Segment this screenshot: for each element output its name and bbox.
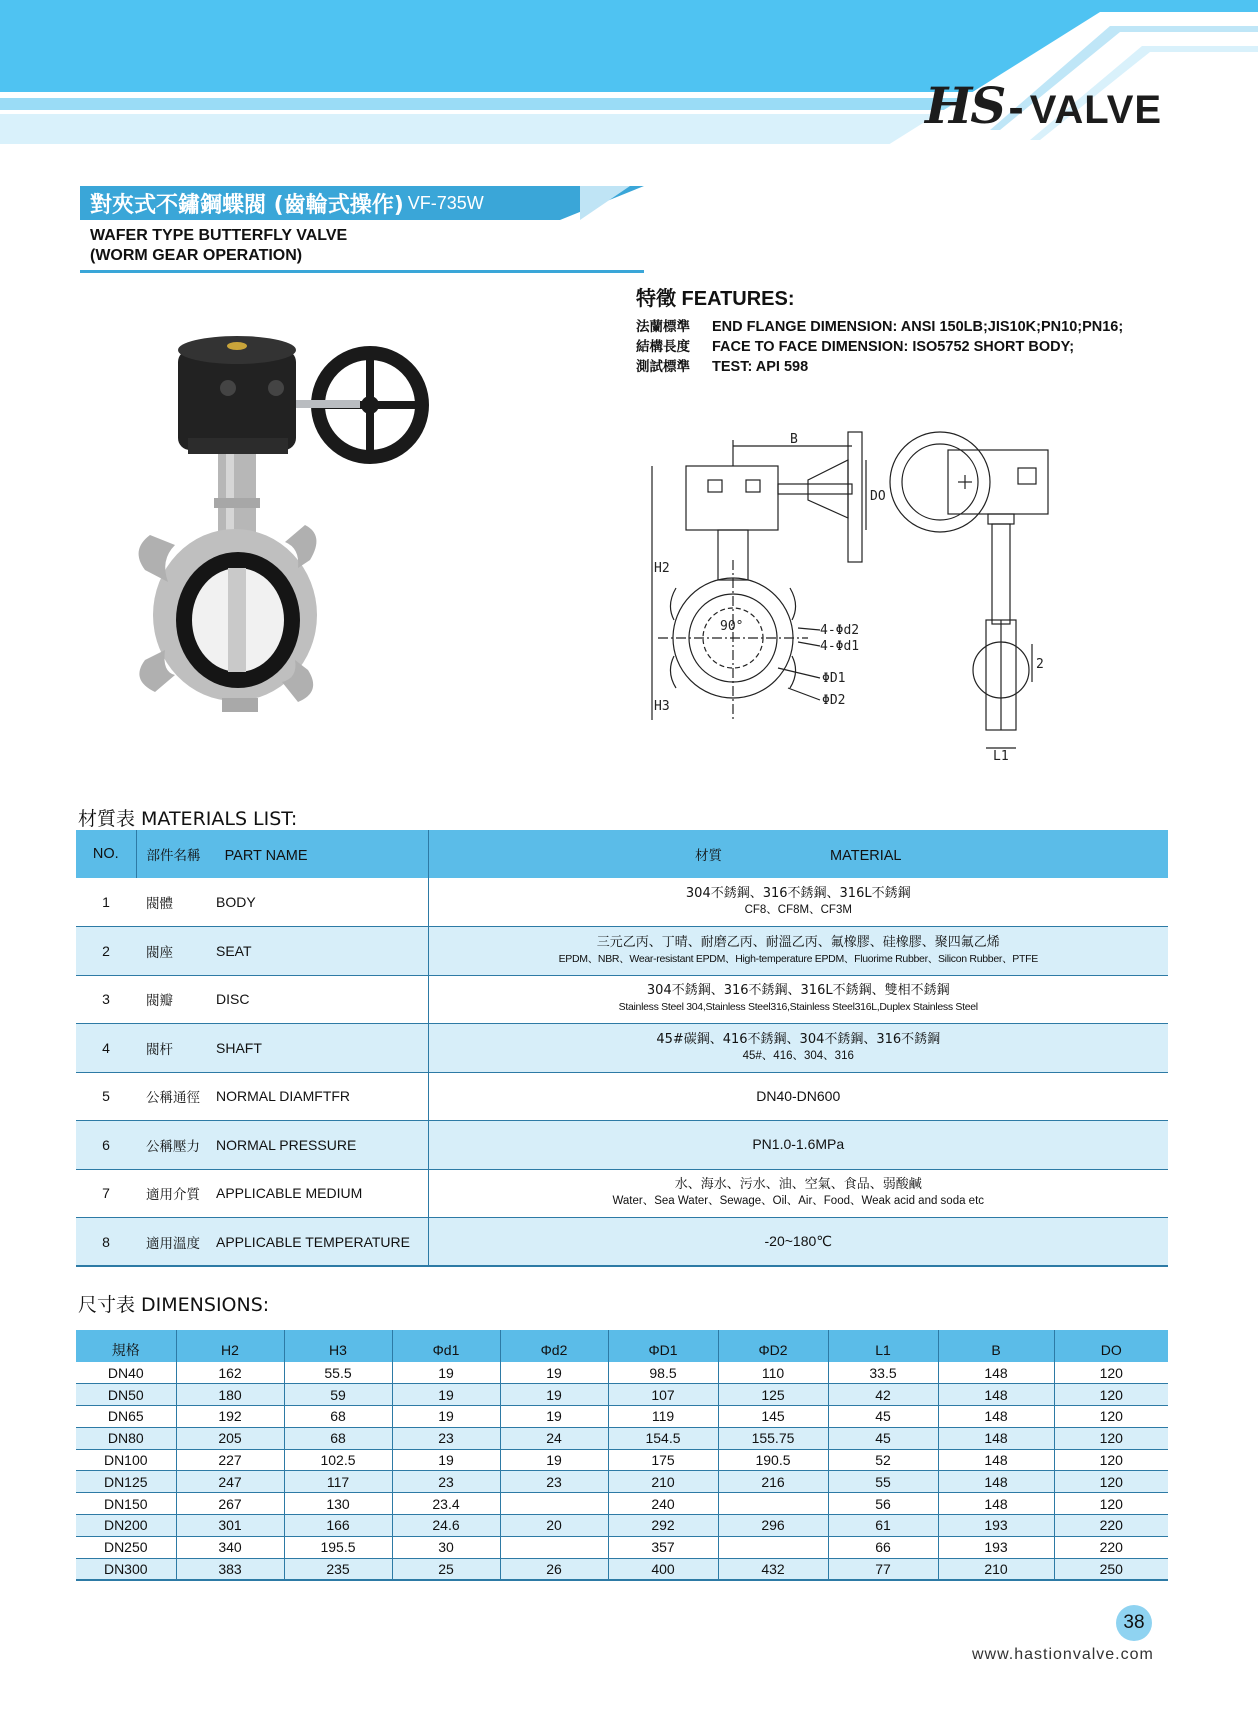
dim-value-cell: 210 [608, 1471, 718, 1493]
dim-value-cell [718, 1493, 828, 1515]
row-no: 1 [76, 878, 136, 927]
materials-row [76, 975, 1168, 1024]
dim-value-cell: 120 [1054, 1471, 1168, 1493]
features-heading: 特徵 FEATURES: [636, 288, 795, 310]
product-title-en-line1: WAFER TYPE BUTTERFLY VALVE [90, 227, 348, 244]
dim-header: H3 [284, 1330, 392, 1362]
dim-value-cell: 148 [938, 1471, 1054, 1493]
row-no: 5 [76, 1072, 136, 1121]
feature-item [636, 357, 1246, 377]
materials-row [76, 1121, 1168, 1170]
dim-value-cell: 301 [176, 1515, 284, 1537]
dim-value-cell [718, 1536, 828, 1558]
product-title-bar [80, 186, 560, 220]
part-name-cn: 公稱通徑 [136, 1072, 212, 1121]
dim-value-cell: 383 [176, 1558, 284, 1580]
part-name-cn: 適用介質 [136, 1169, 212, 1218]
material-cn: 304不銹鋼、316不銹鋼、316L不銹鋼 [685, 886, 911, 901]
material-en: 45#、416、304、316 [742, 1049, 854, 1062]
dim-value-cell: 52 [828, 1449, 938, 1471]
dimensions-row [76, 1362, 1168, 1384]
part-name-cn: 公稱壓力 [136, 1121, 212, 1170]
dim-value-cell: 180 [176, 1384, 284, 1406]
dim-value-cell: 23 [392, 1427, 500, 1449]
col-header-part [136, 830, 428, 878]
dim-value-cell: 148 [938, 1384, 1054, 1406]
dim-header: B [938, 1330, 1054, 1362]
dim-value-cell: 20 [500, 1515, 608, 1537]
drawing-label-angle: 90° [720, 619, 744, 634]
drawing-label-phi-d1: ΦD1 [822, 671, 846, 686]
dim-value-cell: 19 [500, 1362, 608, 1384]
brand-hs: HS [925, 76, 1005, 135]
dim-size-cell: DN65 [76, 1406, 176, 1428]
dim-value-cell: 98.5 [608, 1362, 718, 1384]
part-name-en: NORMAL PRESSURE [212, 1121, 428, 1170]
dim-value-cell: 340 [176, 1536, 284, 1558]
drawing-label-h2: H2 [654, 561, 670, 576]
dim-value-cell: 357 [608, 1536, 718, 1558]
dim-value-cell: 193 [938, 1536, 1054, 1558]
dimensions-row [76, 1493, 1168, 1515]
dim-value-cell: 145 [718, 1406, 828, 1428]
col-header-part-cn: 部件名稱 [146, 848, 201, 864]
material-en: Water、Sea Water、Sewage、Oil、Air、Food、Weak acid and soda etc [612, 1195, 985, 1208]
dim-value-cell: 220 [1054, 1515, 1168, 1537]
dim-header: L1 [828, 1330, 938, 1362]
row-no: 8 [76, 1218, 136, 1267]
part-name-cn: 閥座 [136, 927, 212, 976]
dim-value-cell: 117 [284, 1471, 392, 1493]
dimensions-row [76, 1471, 1168, 1493]
material-cn: 水、海水、污水、油、空氣、食品、弱酸鹹 [674, 1177, 922, 1193]
dim-value-cell: 120 [1054, 1362, 1168, 1384]
dim-header: Φd1 [392, 1330, 500, 1362]
dim-value-cell: 296 [718, 1515, 828, 1537]
dim-value-cell: 19 [500, 1384, 608, 1406]
dim-size-cell: DN200 [76, 1515, 176, 1537]
dim-value-cell: 19 [500, 1406, 608, 1428]
feature-item [636, 317, 1246, 337]
dim-value-cell: 205 [176, 1427, 284, 1449]
dim-value-cell [500, 1536, 608, 1558]
dim-value-cell: 107 [608, 1384, 718, 1406]
drawing-label-h3: H3 [654, 699, 670, 714]
technical-drawing [648, 420, 1068, 765]
page-number: 38 [1116, 1605, 1152, 1641]
dim-value-cell: 227 [176, 1449, 284, 1471]
dim-value-cell: 26 [500, 1558, 608, 1580]
dimensions-header-row [76, 1330, 1168, 1362]
feature-label-cn: 結構長度 [636, 339, 690, 355]
drawing-label-l1: L1 [993, 749, 1009, 764]
material-en: Stainless Steel 304,Stainless Steel316,Stainless Steel316L,Duplex Stainless Steel [618, 1001, 978, 1014]
dim-size-cell: DN300 [76, 1558, 176, 1580]
col-header-material [428, 830, 1168, 878]
dim-value-cell: 55.5 [284, 1362, 392, 1384]
dim-value-cell: 432 [718, 1558, 828, 1580]
dim-value-cell: 61 [828, 1515, 938, 1537]
dim-value-cell: 110 [718, 1362, 828, 1384]
dim-value-cell: 19 [392, 1449, 500, 1471]
dim-value-cell: 175 [608, 1449, 718, 1471]
material-cell [428, 927, 1168, 976]
dim-size-cell: DN40 [76, 1362, 176, 1384]
material-en: CF8、CF8M、CF3M [744, 904, 852, 916]
product-title-en [90, 226, 347, 266]
dimensions-row [76, 1515, 1168, 1537]
part-name-en: SEAT [212, 927, 428, 976]
dim-value-cell: 19 [500, 1449, 608, 1471]
material-cell [428, 878, 1168, 927]
dim-header: H2 [176, 1330, 284, 1362]
material-cell [428, 1169, 1168, 1218]
dim-value-cell: 240 [608, 1493, 718, 1515]
material-value: PN1.0-1.6MPa [752, 1136, 845, 1153]
feature-text: TEST: API 598 [712, 359, 809, 375]
drawing-svg [648, 420, 1068, 765]
material-value: -20~180℃ [764, 1233, 832, 1249]
brand-valve: VALVE [1029, 88, 1163, 132]
dim-value-cell: 154.5 [608, 1427, 718, 1449]
feature-text: FACE TO FACE DIMENSION: ISO5752 SHORT BODY; [712, 339, 1075, 355]
col-header-material-cn: 材質 [694, 848, 722, 864]
part-name-cn: 閥杆 [136, 1024, 212, 1073]
dim-value-cell: 247 [176, 1471, 284, 1493]
dim-value-cell: 166 [284, 1515, 392, 1537]
material-cell [428, 1121, 1168, 1170]
drawing-label-d2: 4-Φd2 [820, 623, 860, 638]
dim-header: DO [1054, 1330, 1168, 1362]
dim-header: Φd2 [500, 1330, 608, 1362]
brand-dash: - [1008, 81, 1024, 133]
dim-value-cell: 148 [938, 1362, 1054, 1384]
dim-header: 規格 [76, 1330, 176, 1362]
dim-value-cell: 120 [1054, 1427, 1168, 1449]
dim-value-cell: 120 [1054, 1493, 1168, 1515]
row-no: 3 [76, 975, 136, 1024]
dim-size-cell: DN250 [76, 1536, 176, 1558]
dim-value-cell: 102.5 [284, 1449, 392, 1471]
materials-table [76, 830, 1168, 1267]
dim-value-cell: 23.4 [392, 1493, 500, 1515]
dim-value-cell: 235 [284, 1558, 392, 1580]
dim-value-cell: 68 [284, 1406, 392, 1428]
dim-value-cell: 55 [828, 1471, 938, 1493]
dim-value-cell: 19 [392, 1384, 500, 1406]
dim-value-cell: 250 [1054, 1558, 1168, 1580]
dim-value-cell: 45 [828, 1406, 938, 1428]
valve-photo-illustration [130, 320, 450, 740]
material-cn: 三元乙丙、丁晴、耐磨乙丙、耐溫乙丙、氟橡膠、硅橡膠、聚四氟乙烯 [596, 934, 1000, 950]
dim-value-cell: 125 [718, 1384, 828, 1406]
materials-row [76, 1024, 1168, 1073]
brand-logo [925, 76, 1163, 135]
dim-size-cell: DN100 [76, 1449, 176, 1471]
dim-value-cell: 220 [1054, 1536, 1168, 1558]
dimensions-row [76, 1558, 1168, 1580]
col-header-part-en: PART NAME [224, 848, 308, 864]
dim-size-cell: DN80 [76, 1427, 176, 1449]
feature-item [636, 337, 1246, 357]
dim-size-cell: DN50 [76, 1384, 176, 1406]
website-url[interactable]: www.hastionvalve.com [972, 1646, 1154, 1663]
dimensions-row [76, 1449, 1168, 1471]
feature-label-cn: 測試標準 [636, 359, 690, 375]
row-no: 4 [76, 1024, 136, 1073]
material-value: DN40-DN600 [756, 1087, 841, 1104]
part-name-en: APPLICABLE MEDIUM [212, 1169, 428, 1218]
dim-value-cell: 19 [392, 1406, 500, 1428]
drawing-label-do: DO [870, 489, 886, 504]
dim-value-cell: 162 [176, 1362, 284, 1384]
dim-value-cell: 148 [938, 1449, 1054, 1471]
dim-header: ΦD2 [718, 1330, 828, 1362]
feature-label-cn: 法蘭標準 [636, 319, 690, 335]
dim-value-cell: 59 [284, 1384, 392, 1406]
dimensions-row [76, 1406, 1168, 1428]
part-name-en: NORMAL DIAMFTFR [212, 1072, 428, 1121]
part-name-en: APPLICABLE TEMPERATURE [212, 1218, 428, 1267]
dim-value-cell: 119 [608, 1406, 718, 1428]
header-band [0, 0, 1258, 150]
row-no: 2 [76, 927, 136, 976]
dimensions-row [76, 1384, 1168, 1406]
row-no: 7 [76, 1169, 136, 1218]
dim-value-cell: 400 [608, 1558, 718, 1580]
dim-value-cell: 192 [176, 1406, 284, 1428]
dim-value-cell: 210 [938, 1558, 1054, 1580]
dimensions-row [76, 1427, 1168, 1449]
materials-row [76, 878, 1168, 927]
col-header-material-en: MATERIAL [830, 848, 902, 864]
material-cell [428, 1024, 1168, 1073]
dim-value-cell: 120 [1054, 1406, 1168, 1428]
materials-heading: 材質表 MATERIALS LIST: [78, 808, 298, 830]
part-name-cn: 適用溫度 [136, 1218, 212, 1267]
dim-value-cell: 24.6 [392, 1515, 500, 1537]
part-name-cn: 閥瓣 [136, 975, 212, 1024]
dim-size-cell: DN125 [76, 1471, 176, 1493]
dim-value-cell: 190.5 [718, 1449, 828, 1471]
dim-value-cell: 292 [608, 1515, 718, 1537]
drawing-label-b: B [790, 432, 798, 447]
dim-value-cell: 24 [500, 1427, 608, 1449]
drawing-label-c2: 2 [1036, 657, 1044, 672]
feature-text: END FLANGE DIMENSION: ANSI 150LB;JIS10K;PN10;PN16; [712, 319, 1124, 335]
drawing-label-d1: 4-Φd1 [820, 639, 860, 654]
material-cn: 45#碳鋼、416不銹鋼、304不銹鋼、316不銹鋼 [656, 1031, 941, 1047]
dim-value-cell: 130 [284, 1493, 392, 1515]
dim-value-cell [500, 1493, 608, 1515]
dim-value-cell: 30 [392, 1536, 500, 1558]
part-name-en: BODY [212, 878, 428, 927]
material-en: EPDM、NBR、Wear-resistant EPDM、High-temperature EPDM、Fluorime Rubber、Silicon Rubber、PTFE [558, 952, 1038, 965]
materials-row [76, 927, 1168, 976]
dim-value-cell: 33.5 [828, 1362, 938, 1384]
dim-value-cell: 23 [392, 1471, 500, 1493]
dim-value-cell: 148 [938, 1493, 1054, 1515]
dim-value-cell: 68 [284, 1427, 392, 1449]
product-title-en-line2: (WORM GEAR OPERATION) [90, 247, 303, 264]
material-cell [428, 975, 1168, 1024]
product-model: VF-735W [407, 192, 484, 213]
dim-value-cell: 56 [828, 1493, 938, 1515]
dim-value-cell: 45 [828, 1427, 938, 1449]
title-bar-tail-light [580, 186, 630, 220]
product-title-cn: 對夾式不鏽鋼蝶閥 (齒輪式操作) [90, 192, 404, 218]
material-cell [428, 1218, 1168, 1267]
dim-value-cell: 120 [1054, 1449, 1168, 1471]
dim-value-cell: 66 [828, 1536, 938, 1558]
materials-row [76, 1072, 1168, 1121]
dim-value-cell: 42 [828, 1384, 938, 1406]
dim-value-cell: 267 [176, 1493, 284, 1515]
part-name-en: DISC [212, 975, 428, 1024]
material-cell [428, 1072, 1168, 1121]
dim-value-cell: 120 [1054, 1384, 1168, 1406]
dim-value-cell: 19 [392, 1362, 500, 1384]
dim-value-cell: 155.75 [718, 1427, 828, 1449]
dim-value-cell: 148 [938, 1427, 1054, 1449]
dim-value-cell: 195.5 [284, 1536, 392, 1558]
materials-row [76, 1169, 1168, 1218]
product-photo [130, 320, 450, 740]
dim-value-cell: 216 [718, 1471, 828, 1493]
features-section [636, 282, 1246, 377]
materials-header-row [76, 830, 1168, 878]
dim-value-cell: 25 [392, 1558, 500, 1580]
dim-value-cell: 23 [500, 1471, 608, 1493]
material-cn: 304不銹鋼、316不銹鋼、316L不銹鋼、雙相不銹鋼 [646, 983, 950, 999]
dimensions-row [76, 1536, 1168, 1558]
drawing-label-phi-d2: ΦD2 [822, 693, 846, 708]
dimensions-body [76, 1362, 1168, 1580]
col-header-no: NO. [76, 830, 136, 878]
part-name-en: SHAFT [212, 1024, 428, 1073]
dimensions-table [76, 1330, 1168, 1581]
row-no: 6 [76, 1121, 136, 1170]
materials-row [76, 1218, 1168, 1267]
dim-size-cell: DN150 [76, 1493, 176, 1515]
dimensions-heading: 尺寸表 DIMENSIONS: [78, 1294, 270, 1316]
dim-value-cell: 77 [828, 1558, 938, 1580]
dim-value-cell: 193 [938, 1515, 1054, 1537]
part-name-cn: 閥體 [136, 878, 212, 927]
dim-value-cell: 148 [938, 1406, 1054, 1428]
product-title-block [80, 186, 644, 272]
title-underline [80, 270, 644, 273]
dim-header: ΦD1 [608, 1330, 718, 1362]
